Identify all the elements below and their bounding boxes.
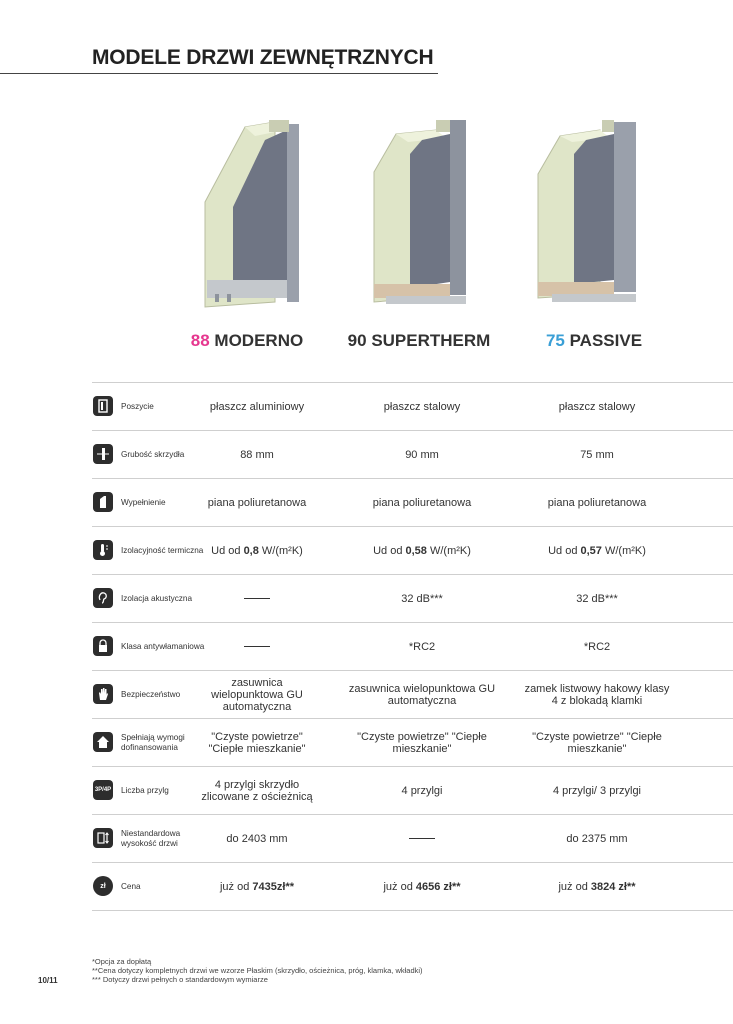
value-prefix: Ud od xyxy=(211,544,244,557)
product-name-supertherm xyxy=(329,331,509,351)
empty-dash xyxy=(244,598,270,599)
thickness-icon xyxy=(93,444,113,464)
value-unit: zł** xyxy=(615,880,636,893)
value-unit: zł** xyxy=(440,880,461,893)
cell-moderno: do 2403 mm xyxy=(226,832,288,845)
cell-passive: "Czyste powietrze" "Ciepłe mieszkanie" xyxy=(532,730,662,755)
cell-moderno: płaszcz aluminiowy xyxy=(209,400,305,413)
ear-icon xyxy=(93,588,113,608)
row-label: Izolacja akustyczna xyxy=(121,593,192,603)
row-label: Liczba przylg xyxy=(121,785,169,795)
product-number: 75 xyxy=(545,331,565,350)
cell-supertherm xyxy=(342,863,502,910)
cell-moderno: zasuwnica wielopunktowa GU automatyczna xyxy=(211,676,303,713)
row-label: Niestandardowa wysokość drzwi xyxy=(121,828,181,848)
cell-supertherm: 32 dB*** xyxy=(401,592,443,605)
cell-passive xyxy=(522,863,672,910)
table-row-izolacyjnosc xyxy=(92,526,733,574)
value-prefix: już od xyxy=(219,880,253,893)
door-panel-icon xyxy=(93,396,113,416)
cell-supertherm: piana poliuretanowa xyxy=(372,496,472,509)
table-row-cena xyxy=(92,862,733,911)
table-row-izolacja-akustyczna xyxy=(92,574,733,622)
height-icon xyxy=(93,828,113,848)
table-row-bezpieczenstwo xyxy=(92,670,733,718)
thermometer-icon xyxy=(93,540,113,560)
cell-moderno xyxy=(197,623,317,670)
cell-passive: 4 przylgi/ 3 przylgi xyxy=(552,784,642,797)
value-prefix: Ud od xyxy=(373,544,406,557)
price-icon xyxy=(93,876,113,896)
row-label: Izolacyjność termiczna xyxy=(121,545,204,555)
cell-supertherm xyxy=(342,815,502,862)
comparison-table xyxy=(92,382,733,911)
table-row-wysokosc xyxy=(92,814,733,862)
value-prefix: już od xyxy=(383,880,416,893)
value-unit: zł** xyxy=(276,880,295,893)
cell-supertherm: "Czyste powietrze" "Ciepłe mieszkanie" xyxy=(357,730,487,755)
table-row-wypelnienie xyxy=(92,478,733,526)
cell-moderno xyxy=(197,575,317,622)
price-icon-text: zł xyxy=(100,882,106,890)
empty-dash xyxy=(409,838,435,839)
product-title: MODERNO xyxy=(209,331,304,350)
cell-passive: 32 dB*** xyxy=(576,592,618,605)
footnote: *Opcja za dopłatą xyxy=(92,957,152,966)
value-bold: 4656 xyxy=(415,880,441,893)
cell-passive: zamek listwowy hakowy klasy 4 z blokadą klamki xyxy=(524,682,670,707)
value-unit: W/(m²K) xyxy=(601,544,646,557)
product-number: 88 xyxy=(190,331,210,350)
cell-supertherm: 90 mm xyxy=(405,448,439,461)
value-bold: 0,57 xyxy=(580,544,602,557)
value-unit: W/(m²K) xyxy=(258,544,303,557)
cell-moderno: piana poliuretanowa xyxy=(207,496,307,509)
fill-icon xyxy=(93,492,113,512)
page-number: 10/11 xyxy=(38,976,58,985)
title-underline xyxy=(0,73,438,74)
value-bold: 0,8 xyxy=(243,544,259,557)
cell-moderno: 4 przylgi skrzydło zlicowane z ościeżnicą xyxy=(201,778,313,803)
cell-moderno xyxy=(197,527,317,574)
value-prefix: Ud od xyxy=(548,544,581,557)
table-row-przylgi xyxy=(92,766,733,814)
cell-passive: 75 mm xyxy=(580,448,614,461)
page-title: MODELE DRZWI ZEWNĘTRZNYCH xyxy=(92,46,434,69)
row-label: Cena xyxy=(121,881,141,891)
row-label: Spełniają wymogi dofinansowania xyxy=(121,732,185,752)
value-bold: 0,58 xyxy=(405,544,427,557)
product-number: 90 xyxy=(347,331,367,350)
footnotes xyxy=(92,957,423,984)
table-row-grubosc xyxy=(92,430,733,478)
value-unit: W/(m²K) xyxy=(426,544,471,557)
product-title: PASSIVE xyxy=(564,331,643,350)
row-label: Grubość skrzydła xyxy=(121,449,185,459)
value-bold: 7435 xyxy=(252,880,277,893)
cell-passive: płaszcz stalowy xyxy=(558,400,636,413)
product-name-moderno xyxy=(157,331,337,351)
cell-supertherm: płaszcz stalowy xyxy=(383,400,461,413)
cell-moderno: "Czyste powietrze" "Ciepłe mieszkanie" xyxy=(208,730,306,755)
cell-supertherm: *RC2 xyxy=(408,640,436,653)
lock-icon xyxy=(93,636,113,656)
seals-icon-text: 3P/4P xyxy=(94,787,112,793)
house-icon xyxy=(93,732,113,752)
table-row-poszycie xyxy=(92,382,733,430)
cell-passive: do 2375 mm xyxy=(566,832,628,845)
cell-supertherm: zasuwnica wielopunktowa GU automatyczna xyxy=(348,682,496,707)
cell-supertherm xyxy=(342,527,502,574)
cell-moderno: 88 mm xyxy=(240,448,274,461)
empty-dash xyxy=(244,646,270,647)
cell-passive: *RC2 xyxy=(583,640,611,653)
table-row-klasa xyxy=(92,622,733,670)
hand-icon xyxy=(93,684,113,704)
row-label: Wypełnienie xyxy=(121,497,166,507)
cell-passive xyxy=(522,527,672,574)
value-bold: 3824 xyxy=(590,880,616,893)
seals-icon xyxy=(93,780,113,800)
door-section-moderno-image xyxy=(195,112,345,312)
value-prefix: już od xyxy=(558,880,591,893)
door-section-supertherm-image xyxy=(366,112,516,312)
footnote: *** Dotyczy drzwi pełnych o standardowym wymiarze xyxy=(92,975,268,984)
door-section-passive-image xyxy=(528,112,678,312)
cell-moderno xyxy=(197,863,317,910)
product-name-passive xyxy=(504,331,684,351)
row-label: Klasa antywłamaniowa xyxy=(121,641,205,651)
footnote: **Cena dotyczy kompletnych drzwi we wzorze Płaskim (skrzydło, ościeżnica, próg, klamka, wkładki) xyxy=(92,966,423,975)
product-title: SUPERTHERM xyxy=(366,331,491,350)
cell-passive: piana poliuretanowa xyxy=(547,496,647,509)
row-label: Bezpieczeństwo xyxy=(121,689,181,699)
table-row-dofinansowanie xyxy=(92,718,733,766)
cell-supertherm: 4 przylgi xyxy=(401,784,443,797)
row-label: Poszycie xyxy=(121,401,154,411)
